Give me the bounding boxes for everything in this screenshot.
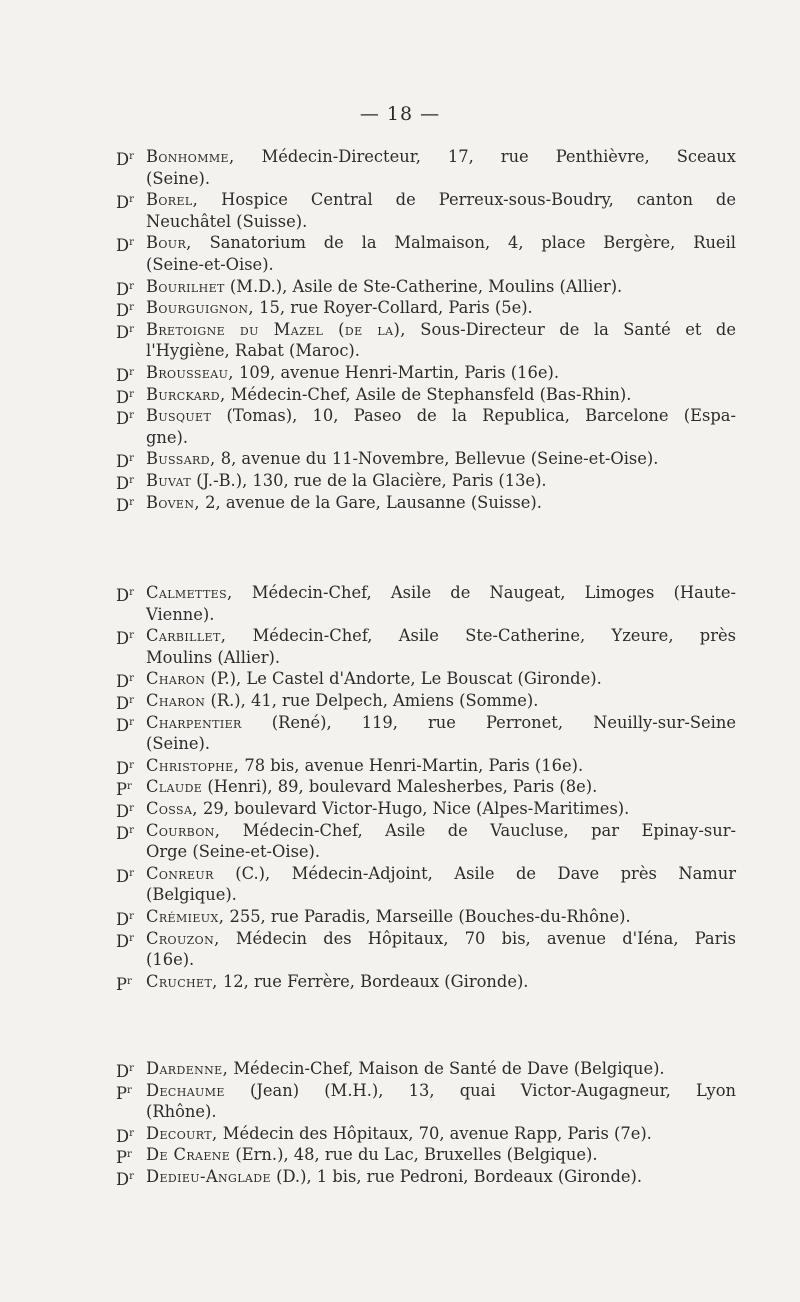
- entry-name: Buvat: [146, 470, 192, 490]
- directory-entry: [116, 971, 736, 993]
- entry-continuation: (Seine-et-Oise).: [146, 254, 274, 274]
- entry-address: (J.-B.), 130, rue de la Glacière, Paris (13e).: [191, 470, 547, 490]
- directory-entry: [116, 405, 736, 448]
- entry-title: $D^r$: [116, 693, 134, 713]
- entry-continuation: l'Hygiène, Rabat (Maroc).: [146, 341, 360, 361]
- entry-address: 15, rue Royer-Collard, Paris (5e).: [253, 298, 533, 318]
- entry-address: 2, avenue de la Gare, Lausanne (Suisse).: [199, 492, 542, 512]
- directory-entry: [116, 319, 736, 362]
- entry-continuation: gne).: [146, 427, 189, 447]
- directory-entry: [116, 448, 736, 470]
- entry-name: Cruchet,: [146, 971, 218, 991]
- entry-title: $P^r$: [116, 780, 132, 800]
- directory-entry: [116, 712, 736, 755]
- entry-continuation: Orge (Seine-et-Oise).: [146, 842, 321, 862]
- directory-entry: [116, 928, 736, 971]
- entry-title: $D^r$: [116, 150, 134, 169]
- directory-entry: [116, 755, 736, 777]
- directory-entry: [116, 1080, 736, 1123]
- entry-continuation: Vienne).: [146, 604, 215, 624]
- entry-title: $D^r$: [116, 236, 134, 256]
- entry-title: $D^r$: [116, 801, 134, 821]
- entry-title: $D^r$: [116, 586, 134, 605]
- entry-address: (Jean) (M.H.), 13, quai Victor-Augagneur, Lyon: [224, 1080, 736, 1100]
- entry-address: Médecin des Hôpitaux, 70, avenue Rapp, Paris (7e).: [217, 1123, 652, 1143]
- entry-address: (Tomas), 10, Paseo de la Republica, Barcelone (Espa-: [211, 406, 736, 426]
- entry-title: $D^r$: [116, 823, 134, 843]
- entry-title: $D^r$: [116, 1062, 134, 1081]
- entry-title: $D^r$: [116, 672, 134, 692]
- entry-name: Bussard,: [146, 449, 216, 469]
- entry-address: Sanatorium de la Malmaison, 4, place Bergère, Rueil: [191, 233, 736, 253]
- entry-continuation: (Rhône).: [146, 1102, 217, 1122]
- entry-address: 29, boulevard Victor-Hugo, Nice (Alpes-Maritimes).: [197, 798, 630, 818]
- entry-address: 78 bis, avenue Henri-Martin, Paris (16e).: [239, 755, 584, 775]
- entry-address: 8, avenue du 11-Novembre, Bellevue (Seine-et-Oise).: [215, 449, 659, 469]
- entry-title: $D^r$: [116, 193, 134, 213]
- directory-section: [116, 582, 736, 992]
- directory-entry: [116, 863, 736, 906]
- entry-name: Courbon,: [146, 820, 221, 840]
- directory-section: [116, 1058, 736, 1188]
- entry-name: Bourilhet: [146, 276, 225, 296]
- entry-title: $D^r$: [116, 629, 134, 649]
- entry-title: $D^r$: [116, 758, 134, 778]
- entry-name: Bretoigne du Mazel (de la),: [146, 319, 406, 339]
- entry-title: $D^r$: [116, 909, 134, 929]
- entry-address: (Henri), 89, boulevard Malesherbes, Paris (8e).: [202, 777, 598, 797]
- entry-address: Médecin-Chef, Maison de Santé de Dave (Belgique).: [228, 1059, 665, 1078]
- entry-address: (Ern.), 48, rue du Lac, Bruxelles (Belgique).: [230, 1145, 598, 1165]
- entry-title: $D^r$: [116, 1169, 134, 1189]
- directory-entry: [116, 625, 736, 668]
- directory-entry: [116, 690, 736, 712]
- entry-title: $D^r$: [116, 715, 134, 735]
- entry-name: Charon: [146, 669, 206, 689]
- directory-section: [116, 146, 736, 513]
- entry-address: Médecin-Chef, Asile de Stephansfeld (Bas-Rhin).: [225, 384, 632, 404]
- entry-title: $P^r$: [116, 974, 132, 994]
- entry-name: Brousseau,: [146, 362, 234, 382]
- entry-title: $D^r$: [116, 931, 134, 951]
- entry-title: $D^r$: [116, 301, 134, 321]
- directory-entry: [116, 820, 736, 863]
- directory-entry: [116, 582, 736, 625]
- entry-continuation: Neuchâtel (Suisse).: [146, 211, 308, 231]
- entry-continuation: (16e).: [146, 950, 195, 970]
- entry-name: Charpentier: [146, 712, 242, 732]
- entry-name: Carbillet,: [146, 626, 227, 646]
- entry-address: (P.), Le Castel d'Andorte, Le Bouscat (Gironde).: [205, 669, 602, 689]
- entry-address: Médecin-Directeur, 17, rue Penthièvre, Sceaux: [234, 147, 736, 166]
- directory-entry: [116, 776, 736, 798]
- entry-title: $D^r$: [116, 452, 134, 472]
- entry-title: $D^r$: [116, 387, 134, 407]
- entry-name: Busquet: [146, 406, 212, 426]
- entry-address: 12, rue Ferrère, Bordeaux (Gironde).: [217, 971, 529, 991]
- directory-entry: [116, 189, 736, 232]
- entry-title: $D^r$: [116, 495, 134, 515]
- entry-title: $D^r$: [116, 473, 134, 493]
- directory-entry: [116, 492, 736, 514]
- directory-entry: [116, 668, 736, 690]
- entry-title: $D^r$: [116, 365, 134, 385]
- entry-name: Conreur: [146, 863, 214, 883]
- entry-name: De Craene: [146, 1145, 231, 1165]
- entry-name: Dardenne,: [146, 1059, 229, 1078]
- entry-name: Claude: [146, 777, 203, 797]
- entry-name: Bonhomme,: [146, 147, 235, 166]
- directory-entry: [116, 276, 736, 298]
- entry-title: $D^r$: [116, 1126, 134, 1146]
- directory-entry: [116, 798, 736, 820]
- entry-name: Bour,: [146, 233, 192, 253]
- entry-name: Dechaume: [146, 1080, 225, 1100]
- entry-address: (D.), 1 bis, rue Pedroni, Bordeaux (Gironde).: [270, 1166, 643, 1186]
- entry-address: (René), 119, rue Perronet, Neuilly-sur-Seine: [241, 712, 736, 732]
- entry-address: Médecin des Hôpitaux, 70 bis, avenue d'Iéna, Paris: [219, 928, 736, 948]
- directory-entry: [116, 297, 736, 319]
- entry-continuation: Moulins (Allier).: [146, 647, 281, 667]
- entry-address: (R.), 41, rue Delpech, Amiens (Somme).: [205, 690, 539, 710]
- entry-name: Crouzon,: [146, 928, 220, 948]
- directory-entry: [116, 1166, 736, 1188]
- directory-entry: [116, 906, 736, 928]
- entry-name: Cossa,: [146, 798, 198, 818]
- directory-entry: [116, 1144, 736, 1166]
- entry-continuation: (Belgique).: [146, 885, 237, 905]
- directory-entry: [116, 1123, 736, 1145]
- entry-name: Calmettes,: [146, 583, 233, 602]
- entry-continuation: (Seine).: [146, 168, 210, 188]
- entry-name: Dedieu-Anglade: [146, 1166, 271, 1186]
- directory-entry: [116, 146, 736, 189]
- directory-entry: [116, 232, 736, 275]
- entry-address: 255, rue Paradis, Marseille (Bouches-du-Rhône).: [224, 906, 631, 926]
- entry-address: Médecin-Chef, Asile Ste-Catherine, Yzeure, près: [226, 626, 736, 646]
- entry-title: $D^r$: [116, 322, 134, 342]
- entry-name: Charon: [146, 690, 206, 710]
- directory-entry: [116, 384, 736, 406]
- entry-name: Decourt,: [146, 1123, 218, 1143]
- entry-continuation: (Seine).: [146, 734, 210, 754]
- entry-address: Médecin-Chef, Asile de Vaucluse, par Epinay-sur-: [220, 820, 736, 840]
- entry-address: Hospice Central de Perreux-sous-Boudry, canton de: [198, 190, 736, 210]
- entry-title: $D^r$: [116, 866, 134, 886]
- directory-entry: [116, 1058, 736, 1080]
- entry-address: Médecin-Chef, Asile de Naugeat, Limoges (Haute-: [232, 583, 736, 602]
- entry-address: 109, avenue Henri-Martin, Paris (16e).: [233, 362, 560, 382]
- page-number: — 18 —: [359, 103, 441, 125]
- directory-entry: [116, 362, 736, 384]
- entry-title: $P^r$: [116, 1148, 132, 1168]
- entry-name: Crémieux,: [146, 906, 225, 926]
- entry-title: $D^r$: [116, 409, 134, 429]
- entry-name: Boven,: [146, 492, 200, 512]
- entry-name: Borel,: [146, 190, 199, 210]
- entry-name: Christophe,: [146, 755, 240, 775]
- entry-title: $P^r$: [116, 1083, 132, 1103]
- entry-address: Sous-Directeur de la Santé et de: [405, 319, 736, 339]
- directory-entry: [116, 470, 736, 492]
- entry-name: Bourguignon,: [146, 298, 254, 318]
- entry-title: $D^r$: [116, 279, 134, 299]
- entry-address: (C.), Médecin-Adjoint, Asile de Dave près Namur: [213, 863, 736, 883]
- entry-address: (M.D.), Asile de Ste-Catherine, Moulins (Allier).: [224, 276, 623, 296]
- entry-name: Burckard,: [146, 384, 226, 404]
